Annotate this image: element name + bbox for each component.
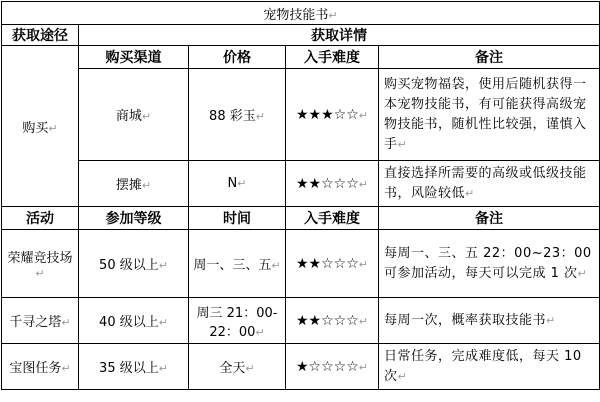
paragraph-mark-icon: ↵ (255, 325, 265, 339)
paragraph-mark-icon: ↵ (328, 8, 338, 22)
column-header-difficulty: 入手难度 (286, 207, 379, 230)
time-cell: 全天↵ (189, 344, 286, 390)
column-header-note: 备注 (379, 46, 600, 69)
acquire-details-header: 获取详情 (79, 25, 600, 46)
paragraph-mark-icon: ↵ (255, 110, 265, 123)
column-header-time: 时间 (189, 207, 286, 230)
note-cell: 日常任务，完成难度低，每天 10 次↵ (379, 344, 600, 390)
paragraph-mark-icon: ↵ (158, 362, 168, 375)
level-cell: 35 级以上↵ (79, 344, 189, 390)
paragraph-mark-icon: ↵ (358, 257, 368, 271)
difficulty-stars: ★☆☆☆☆↵ (286, 344, 379, 390)
channel-cell: 摆摊↵ (79, 161, 189, 207)
table-title: 宠物技能书↵ (2, 2, 600, 25)
paragraph-mark-icon: ↵ (158, 316, 168, 329)
paragraph-mark-icon: ↵ (546, 313, 556, 327)
time-cell: 周一、三、五↵ (189, 230, 286, 298)
paragraph-mark-icon: ↵ (141, 179, 152, 192)
paragraph-mark-icon: ↵ (141, 110, 152, 123)
column-header-difficulty: 入手难度 (286, 46, 379, 69)
column-header-level: 参加等级 (79, 207, 189, 230)
price-cell: 88 彩玉↵ (189, 69, 286, 161)
section-header-row (2, 25, 600, 46)
paragraph-mark-icon: ↵ (397, 137, 408, 151)
note-cell: 每周一次，概率获取技能书↵ (379, 298, 600, 344)
column-header-note: 备注 (379, 207, 600, 230)
activity-columns-row (2, 207, 600, 230)
column-header-price: 价格 (189, 46, 286, 69)
acquire-method-header: 获取途径 (2, 25, 79, 46)
paragraph-mark-icon: ↵ (245, 362, 255, 375)
paragraph-mark-icon: ↵ (158, 259, 168, 272)
channel-cell: 商城↵ (79, 69, 189, 161)
table-row (2, 344, 600, 390)
paragraph-mark-icon: ↵ (61, 362, 71, 375)
activity-name-cell: 荣耀竞技场↵ (2, 230, 79, 298)
table-row (2, 69, 600, 161)
paragraph-mark-icon: ↵ (61, 316, 71, 329)
difficulty-stars: ★★☆☆☆↵ (286, 230, 379, 298)
difficulty-stars: ★★☆☆☆↵ (286, 161, 379, 207)
price-cell: N↵ (189, 161, 286, 207)
table-row (2, 298, 600, 344)
paragraph-mark-icon: ↵ (577, 266, 588, 280)
column-header-channel: 购买渠道 (79, 46, 189, 69)
paragraph-mark-icon: ↵ (358, 360, 368, 374)
difficulty-stars: ★★★☆☆↵ (286, 69, 379, 161)
difficulty-stars: ★★☆☆☆↵ (286, 298, 379, 344)
paragraph-mark-icon: ↵ (397, 369, 408, 383)
time-cell: 周三 21：00-22：00↵ (189, 298, 286, 344)
paragraph-mark-icon: ↵ (358, 314, 368, 328)
column-header-activity: 活动 (2, 207, 79, 230)
paragraph-mark-icon: ↵ (358, 108, 368, 122)
paragraph-mark-icon: ↵ (271, 259, 281, 272)
note-cell: 每周一、三、五 22：00~23：00 可参加活动，每天可以完成 1 次↵ (379, 230, 600, 298)
table-row (2, 161, 600, 207)
paragraph-mark-icon: ↵ (48, 121, 58, 135)
pet-skill-book-table (1, 1, 600, 390)
activity-name-cell: 宝图任务↵ (2, 344, 79, 390)
paragraph-mark-icon: ↵ (237, 177, 247, 190)
table-row (2, 230, 600, 298)
paragraph-mark-icon: ↵ (35, 266, 45, 280)
activity-name-cell: 千寻之塔↵ (2, 298, 79, 344)
note-cell: 直接选择所需要的高级或低级技能书，风险较低↵ (379, 161, 600, 207)
note-cell: 购买宠物福袋，使用后随机获得一本宠物技能书，有可能获得高级宠物技能书，随机性比较强，谨慎入手↵ (379, 69, 600, 161)
purchase-label: 购买↵ (2, 46, 79, 207)
purchase-columns-row (2, 46, 600, 69)
paragraph-mark-icon: ↵ (465, 186, 475, 200)
paragraph-mark-icon: ↵ (358, 177, 368, 191)
level-cell: 50 级以上↵ (79, 230, 189, 298)
title-row (2, 2, 600, 25)
level-cell: 40 级以上↵ (79, 298, 189, 344)
